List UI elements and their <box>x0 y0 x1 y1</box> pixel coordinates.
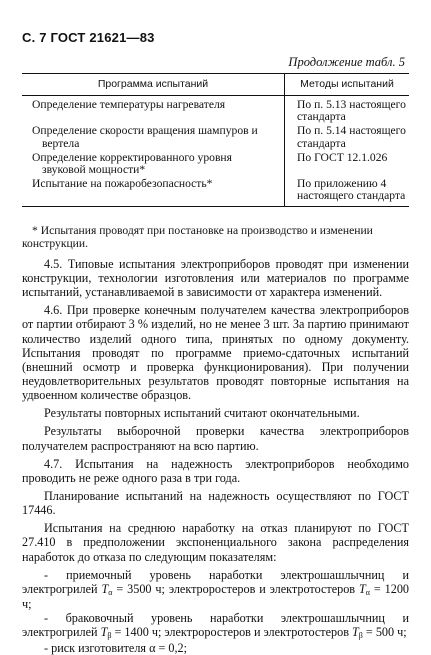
paragraph-4-6-scope: Результаты выборочной проверки качества электроприборов получателем распространяют на всю партию. <box>22 424 409 453</box>
paragraph-4-7-planning: Планирование испытаний на надежность осуществляют по ГОСТ 17446. <box>22 489 409 518</box>
table-row <box>22 96 409 125</box>
program-cell: Определение скорости вращения шампуров и вертела <box>22 124 285 150</box>
table-continuation-label: Продолжение табл. 5 <box>288 55 405 69</box>
program-cell: Определение корректированного уровня звуковой мощности* <box>22 151 285 177</box>
method-cell: По п. 5.14 настоящего стандарта <box>297 124 406 150</box>
paragraph-4-7-mtbf: Испытания на среднюю наработку на отказ планируют по ГОСТ 27.410 в предположении экспоненциального закона распределения наработок до отказа по следующим показателям: <box>22 521 409 564</box>
table-header-program: Программа испытаний <box>22 74 285 96</box>
table-header-methods: Методы испытаний <box>285 74 410 96</box>
list-item-risk: - риск изготовителя α = 0,2; <box>44 640 188 655</box>
table-row <box>22 177 409 207</box>
paragraph-4-6: 4.6. При проверке конечным получателем качества электроприборов от партии отбирают 3 % изделий, но не менее 3 шт. За партию принимают количество изделий одного типа, принятых по одному документу. Испытания проводят по программе приемо-сдаточных испытаний (внешний осмотр и проверка функционирования). При получении неудовлетворительных результатов проводят повторные испытания на удвоенном количестве образцов. <box>22 303 409 403</box>
page-label: С. 7 ГОСТ 21621—83 <box>22 30 155 45</box>
table-footnote: * Испытания проводят при постановке на производство и изменении конструкции. <box>22 224 373 251</box>
list-item-rejection: - браковочный уровень наработки электрошашлычниц и электрогрилей $T_\beta = 1400$ ч; электроростеров и электротостеров $T_\beta = 500$ ч; <box>22 611 409 641</box>
program-cell: Испытание на пожаробезопасность* <box>22 177 285 207</box>
method-cell: По ГОСТ 12.1.026 <box>297 150 388 164</box>
list-item-acceptance: - приемочный уровень наработки электрошашлычниц и электрогрилей $T_\alpha = 3500$ ч; электроростеров и электротостеров $T_\alpha = 1200$ ч; <box>22 567 410 612</box>
body-text <box>22 257 409 655</box>
table-row <box>22 151 409 177</box>
method-cell: По приложению 4 настоящего стандарта <box>285 177 410 207</box>
test-methods-table <box>22 73 409 207</box>
table-row <box>22 124 409 150</box>
paragraph-4-6-final: Результаты повторных испытаний считают окончательными. <box>44 406 360 421</box>
program-cell: Определение температуры нагревателя <box>22 96 285 125</box>
paragraph-4-5: 4.5. Типовые испытания электроприборов проводят при изменении конструкции, технологии изготовления или материалов по программе испытаний, устанавливаемой в зависимости от характера изменений. <box>22 256 409 300</box>
paragraph-4-7: 4.7. Испытания на надежность электроприборов необходимо проводить не реже одного раза в три года. <box>22 456 409 485</box>
method-cell: По п. 5.13 настоящего стандарта <box>297 98 406 124</box>
